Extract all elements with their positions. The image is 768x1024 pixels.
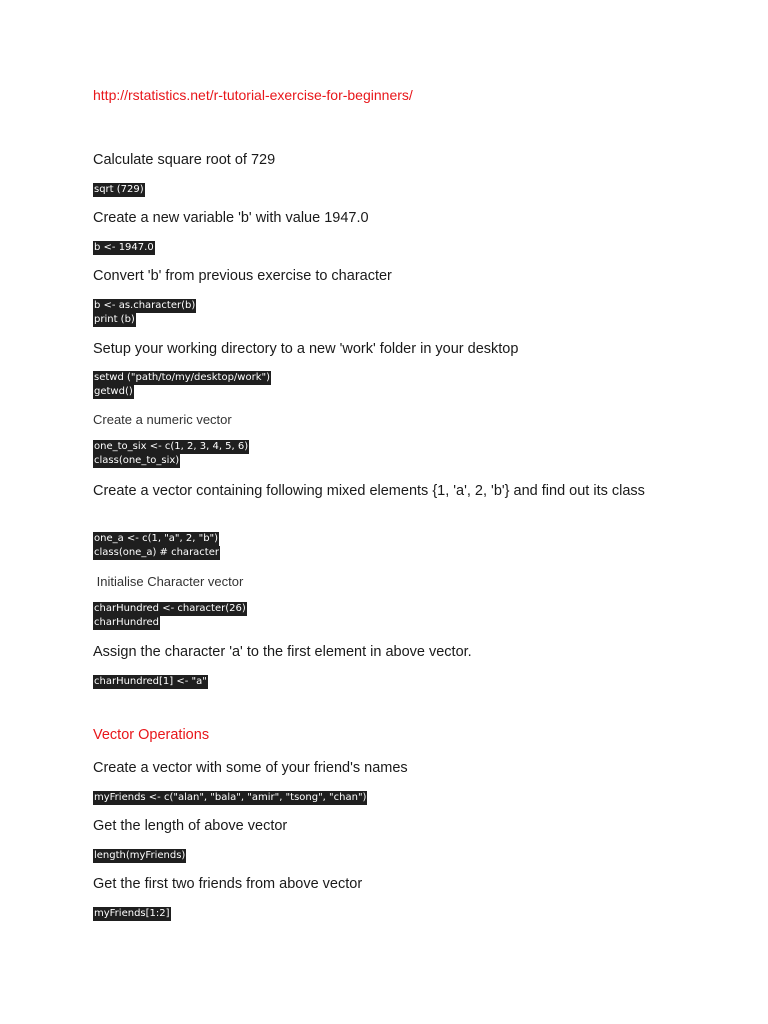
code-line: one_a <- c(1, "a", 2, "b") [94,533,219,544]
code-block [93,907,171,921]
source-link[interactable]: http://rstatistics.net/r-tutorial-exercise-for-beginners/ [93,87,413,103]
code-line: getwd() [94,386,133,397]
code-line: b <- as.character(b) [94,300,196,311]
code-line: b <- 1947.0 [94,242,154,253]
code-line: class(one_to_six) [94,455,180,466]
exercise-question: Calculate square root of 729 [93,152,276,168]
exercise-question: Get the first two friends from above vector [93,876,363,892]
code-block [93,675,208,689]
code-line: one_to_six <- c(1, 2, 3, 4, 5, 6) [94,441,249,452]
exercise-question: Assign the character 'a' to the first element in above vector. [93,644,472,660]
code-block [93,532,220,560]
exercise-question: Create a vector containing following mixed elements {1, 'a', 2, 'b'} and find out its class [93,483,645,499]
exercise-question: Get the length of above vector [93,818,288,834]
code-line: myFriends[1:2] [94,908,170,919]
code-line: charHundred [94,617,160,628]
code-block [93,440,249,468]
exercise-question: Create a vector with some of your friend's names [93,760,408,776]
exercise-question: Convert 'b' from previous exercise to character [93,268,392,284]
code-line: length(myFriends) [94,850,186,861]
exercise-question: Create a new variable 'b' with value 1947.0 [93,210,369,226]
code-block [93,371,271,399]
code-block [93,299,196,327]
code-line: print (b) [94,314,135,325]
code-line: setwd ("path/to/my/desktop/work") [94,372,270,383]
code-block [93,241,155,255]
code-line: class(one_a) # character [94,547,219,558]
code-line: myFriends <- c("alan", "bala", "amir", "tsong", "chan") [94,792,367,803]
code-block [93,791,367,805]
code-line: sqrt (729) [94,184,144,195]
code-block [93,602,247,630]
exercise-question: Setup your working directory to a new 'work' folder in your desktop [93,341,519,357]
code-block [93,183,145,197]
code-line: charHundred[1] <- "a" [94,676,207,687]
exercise-question: Create a numeric vector [93,412,232,427]
exercise-question: Initialise Character vector [93,574,244,589]
code-block [93,849,186,863]
section-heading: Vector Operations [93,727,210,743]
code-line: charHundred <- character(26) [94,603,246,614]
